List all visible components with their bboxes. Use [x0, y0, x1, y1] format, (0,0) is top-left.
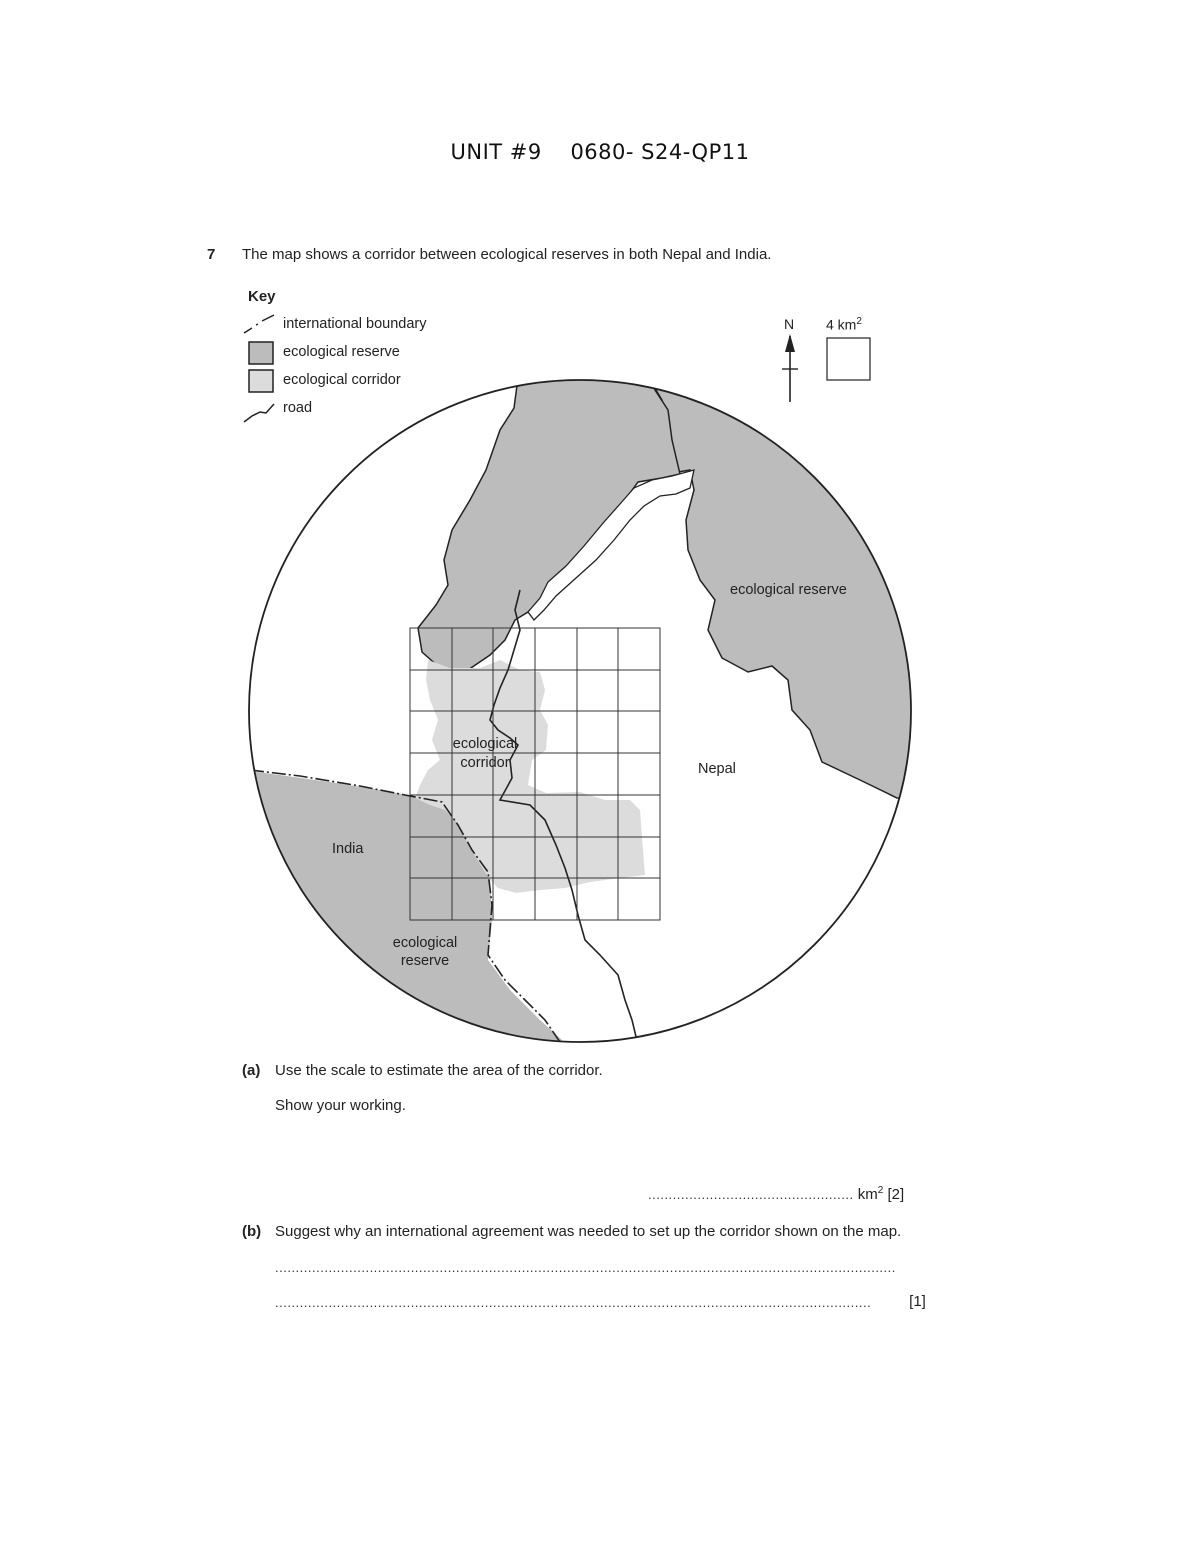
- part-a-marks: [2]: [887, 1186, 905, 1203]
- part-a-working: Show your working.: [275, 1097, 406, 1114]
- key-title: Key: [248, 288, 276, 305]
- key-label-road: road: [283, 400, 313, 416]
- key-label-reserve: ecological reserve: [283, 344, 400, 360]
- part-b-text: Suggest why an international agreement was needed to set up the corridor shown on the map.: [275, 1223, 902, 1240]
- part-a-text: Use the scale to estimate the area of the corridor.: [275, 1062, 603, 1079]
- compass-label: N: [784, 316, 795, 332]
- reserve-swatch-icon: [249, 342, 273, 364]
- question-text: The map shows a corridor between ecological reserves in both Nepal and India.: [242, 246, 772, 263]
- part-b-label: (b): [242, 1223, 262, 1240]
- page-header: UNIT #9 0680- S24-QP11: [450, 140, 750, 164]
- map-label-reserve-ne: ecological reserve: [730, 582, 847, 598]
- answer-dots: ..................................................: [648, 1187, 854, 1202]
- boundary-line-icon: [244, 315, 274, 333]
- question-number: 7: [207, 246, 216, 263]
- map-label-india: India: [332, 841, 364, 857]
- map-label-nepal: Nepal: [698, 761, 736, 777]
- map-label-corridor-1: ecological: [452, 736, 518, 752]
- answer-unit: $km^2$: [857, 1185, 884, 1203]
- corridor-map: [230, 300, 930, 1050]
- key-label-boundary: international boundary: [283, 316, 427, 332]
- scale-label: 4 $km^2$: [826, 316, 862, 333]
- part-a-answer-line[interactable]: [648, 1185, 904, 1203]
- key-label-corridor: ecological corridor: [283, 372, 401, 388]
- part-b-answer-line-2: .................................................................................................................................................: [275, 1295, 872, 1310]
- road-line-icon: [244, 404, 274, 422]
- scale-box-icon: [827, 338, 870, 380]
- map-label-reserve-sw-2: reserve: [400, 953, 450, 969]
- part-b-answer-line-2-row[interactable]: [275, 1293, 937, 1310]
- north-arrow-icon: [782, 334, 798, 402]
- map-label-reserve-sw-1: ecological: [392, 935, 458, 951]
- part-b-marks: [1]: [909, 1293, 926, 1310]
- part-a-label: (a): [242, 1062, 261, 1079]
- corridor-swatch-icon: [249, 370, 273, 392]
- map-label-corridor-2: corridor: [460, 755, 510, 771]
- part-b-answer-line-1[interactable]: .......................................................................................................................................................: [275, 1260, 896, 1275]
